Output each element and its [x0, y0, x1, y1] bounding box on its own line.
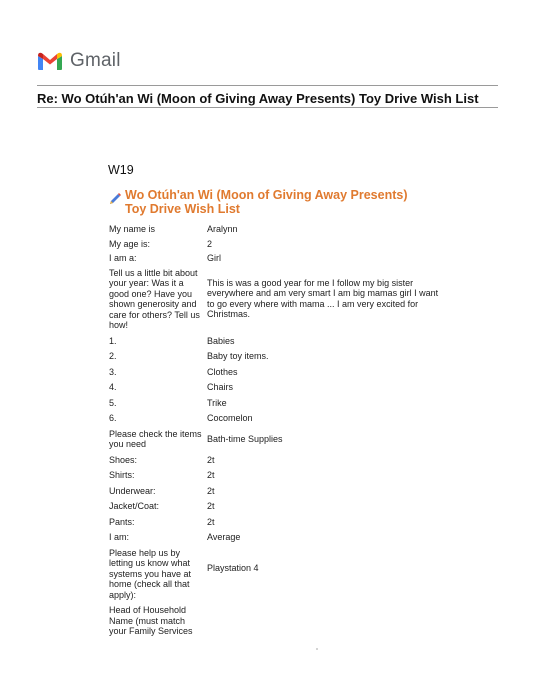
field-label: Pants: [109, 516, 135, 527]
field-value: 2t [207, 470, 215, 480]
field-label: Tell us a little bit about your year: Was it a good one? Have you shown generosity and care for others? Tell us how! [109, 267, 200, 330]
form-row [109, 367, 449, 378]
field-value: Babies [207, 335, 235, 346]
form-row [109, 351, 449, 362]
form-title-text: Wo Otúh'an Wi (Moon of Giving Away Presents) Toy Drive Wish List [125, 188, 408, 216]
field-label: 4. [109, 382, 117, 392]
field-label: I am a: [109, 253, 137, 263]
divider-bottom [37, 107, 498, 108]
field-label: My name is [109, 224, 156, 234]
field-value: This is was a good year for me I follow my big sister everywhere and am very smart I am big mamas girl I want to go every where with mama ... I am very excited for Christmas. [207, 277, 439, 319]
pencil-form-icon [108, 192, 122, 206]
field-label: 3. [109, 366, 117, 377]
field-value: Baby toy items. [207, 351, 269, 361]
form-row [109, 413, 449, 424]
scan-speck [316, 648, 318, 650]
field-value [207, 605, 447, 637]
form-row [109, 605, 449, 637]
form-row [109, 398, 449, 409]
field-value: Clothes [207, 366, 238, 377]
field-label: 5. [109, 397, 117, 408]
field-label: Head of Household Name (must match your Family Services [109, 605, 193, 636]
gmail-logo-icon [37, 51, 63, 71]
form-row [109, 486, 449, 497]
field-label: 1. [109, 335, 117, 346]
field-value: 2t [207, 485, 215, 496]
field-label: 2. [109, 351, 117, 361]
field-value: 2t [207, 501, 215, 511]
field-value: 2t [207, 516, 215, 527]
form-row [109, 268, 449, 331]
field-value: 2 [207, 238, 213, 249]
form-code: W19 [108, 163, 134, 177]
field-value: Chairs [207, 382, 234, 392]
form-row [109, 239, 449, 250]
field-value: Average [207, 532, 241, 542]
divider-top [37, 85, 498, 86]
field-label: Please help us by letting us know what systems you have at home (check all that apply): [109, 547, 192, 600]
field-label: Shirts: [109, 470, 135, 480]
form-fields [109, 219, 449, 637]
form-row [109, 336, 449, 347]
form-row [109, 382, 449, 393]
form-title [108, 188, 428, 216]
gmail-header [37, 50, 121, 72]
field-value: Cocomelon [207, 413, 253, 423]
field-label: I am: [109, 532, 130, 542]
field-value: Playstation 4 [207, 562, 259, 573]
field-value: Bath-time Supplies [207, 433, 283, 444]
email-subject: Re: Wo Otúh'an Wi (Moon of Giving Away Presents) Toy Drive Wish List [37, 91, 479, 106]
form-row [109, 455, 449, 466]
field-label: Shoes: [109, 454, 138, 465]
form-row [109, 224, 449, 235]
form-row [109, 501, 449, 512]
field-label: My age is: [109, 238, 151, 249]
field-value: Trike [207, 397, 227, 408]
form-row [109, 548, 449, 601]
field-value: 2t [207, 454, 215, 465]
form-row [109, 517, 449, 528]
field-label: Jacket/Coat: [109, 501, 160, 511]
gmail-wordmark: Gmail [70, 50, 121, 71]
field-value: Girl [207, 253, 221, 263]
field-label: Please check the items you need [109, 428, 202, 449]
form-row [109, 532, 449, 543]
field-value: Aralynn [207, 224, 238, 234]
field-label: Underwear: [109, 485, 156, 496]
form-row [109, 470, 449, 481]
field-label: 6. [109, 413, 117, 423]
form-row [109, 429, 449, 450]
form-row [109, 253, 449, 264]
